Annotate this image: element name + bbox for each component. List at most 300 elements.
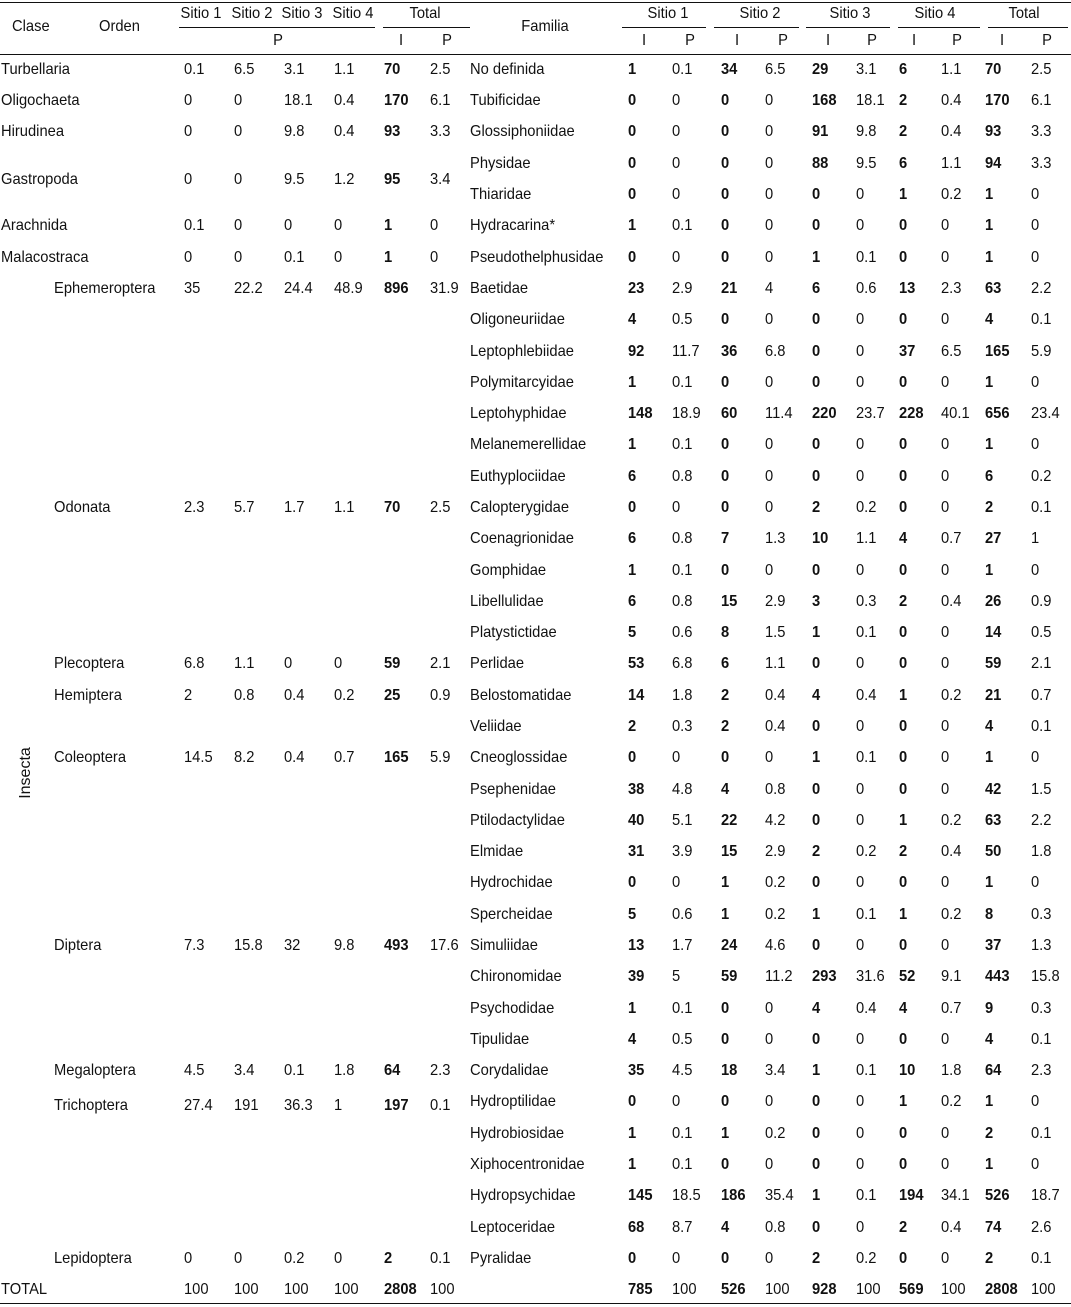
family-percent: 0.2	[765, 874, 786, 891]
family-count: 1	[628, 1156, 637, 1173]
sitio-percent: 0	[334, 217, 343, 234]
family-percent: 0	[672, 92, 681, 109]
family-percent: 0	[856, 1125, 865, 1142]
family-name: Spercheidae	[470, 906, 553, 923]
family-percent: 2.3	[1031, 1062, 1052, 1079]
header-i: I	[825, 32, 831, 49]
total-percent: 0	[430, 249, 439, 266]
family-percent: 0.1	[1031, 1250, 1052, 1267]
family-percent: 3.4	[765, 1062, 786, 1079]
total-family-percent: 100	[856, 1281, 881, 1298]
family-percent: 6.1	[1031, 92, 1052, 109]
family-percent: 3.9	[672, 843, 693, 860]
family-count: 0	[721, 186, 730, 203]
family-count: 59	[721, 968, 738, 985]
family-name: Simuliidae	[470, 937, 538, 954]
family-percent: 9.5	[856, 155, 877, 172]
family-percent: 4.8	[672, 781, 693, 798]
family-count: 1	[812, 624, 821, 641]
sitio-percent: 100	[234, 1281, 259, 1298]
family-percent: 0	[1031, 249, 1040, 266]
family-count: 2	[812, 1250, 821, 1267]
sitio-percent: 1.2	[334, 171, 355, 188]
total-count: 1	[384, 249, 393, 266]
family-percent: 0.1	[672, 217, 693, 234]
family-percent: 11.4	[765, 405, 793, 422]
family-count: 0	[721, 249, 730, 266]
family-count: 42	[985, 781, 1002, 798]
family-count: 68	[628, 1219, 645, 1236]
header-bottom-rule	[0, 54, 1071, 55]
family-percent: 0.3	[1031, 1000, 1052, 1017]
family-percent: 0	[1031, 1093, 1040, 1110]
family-count: 14	[628, 687, 645, 704]
family-percent: 0	[941, 1156, 950, 1173]
family-name: Platystictidae	[470, 624, 557, 641]
sitio-percent: 1.1	[234, 655, 255, 672]
clase-name: Gastropoda	[1, 171, 78, 188]
family-name: Leptoceridae	[470, 1219, 556, 1236]
header-sitio: Total	[409, 5, 441, 22]
family-count: 2	[721, 718, 730, 735]
family-percent: 0.1	[672, 1125, 693, 1142]
family-percent: 0	[765, 1250, 774, 1267]
family-count: 18	[721, 1062, 738, 1079]
total-percent: 3.4	[430, 171, 451, 188]
header-group-rule	[988, 27, 1068, 28]
family-percent: 0	[765, 217, 774, 234]
family-percent: 1.8	[941, 1062, 962, 1079]
family-count: 0	[721, 1093, 730, 1110]
family-count: 93	[985, 123, 1002, 140]
family-count: 2	[899, 92, 908, 109]
family-percent: 0	[765, 92, 774, 109]
family-count: 194	[899, 1187, 924, 1204]
total-count: 1	[384, 217, 393, 234]
family-count: 0	[721, 499, 730, 516]
family-percent: 0	[856, 655, 865, 672]
family-percent: 9.1	[941, 968, 962, 985]
sitio-percent: 0.4	[334, 123, 355, 140]
family-count: 8	[721, 624, 730, 641]
family-percent: 0.1	[672, 374, 693, 391]
family-count: 34	[721, 61, 738, 78]
family-count: 1	[812, 1187, 821, 1204]
family-name: Pyralidae	[470, 1250, 532, 1267]
family-percent: 0.4	[941, 92, 962, 109]
family-count: 0	[899, 436, 908, 453]
family-percent: 0	[672, 155, 681, 172]
family-percent: 0.3	[672, 718, 693, 735]
family-percent: 0	[941, 1125, 950, 1142]
family-percent: 23.4	[1031, 405, 1060, 422]
header-p: P	[273, 32, 283, 49]
family-percent: 0	[765, 1000, 774, 1017]
family-count: 4	[721, 1219, 730, 1236]
total-count: 70	[384, 61, 401, 78]
family-count: 2	[899, 593, 908, 610]
orden-name: Plecoptera	[54, 655, 125, 672]
family-percent: 0	[941, 718, 950, 735]
family-count: 29	[812, 61, 829, 78]
header-group-rule	[622, 27, 706, 28]
family-percent: 0	[765, 311, 774, 328]
family-name: Ptilodactylidae	[470, 812, 565, 829]
family-percent: 0.3	[856, 593, 877, 610]
family-percent: 4	[765, 280, 774, 297]
family-count: 2	[985, 1250, 994, 1267]
total-count: 493	[384, 937, 409, 954]
header-p: P	[685, 32, 695, 49]
family-percent: 0	[941, 562, 950, 579]
family-count: 0	[899, 217, 908, 234]
sitio-percent: 0	[334, 1250, 343, 1267]
family-name: Coenagrionidae	[470, 530, 574, 547]
family-percent: 6.5	[765, 61, 786, 78]
header-sitio: Sitio 2	[739, 5, 781, 22]
family-count: 1	[985, 374, 994, 391]
family-percent: 1.8	[672, 687, 693, 704]
family-name: Cneoglossidae	[470, 749, 568, 766]
family-count: 63	[985, 280, 1002, 297]
family-count: 0	[721, 92, 730, 109]
family-percent: 0	[856, 937, 865, 954]
sitio-percent: 0.2	[284, 1250, 305, 1267]
total-percent: 17.6	[430, 937, 459, 954]
total-count: 2808	[384, 1281, 417, 1298]
total-family-percent: 100	[765, 1281, 790, 1298]
family-percent: 0.6	[672, 906, 693, 923]
family-percent: 0	[856, 781, 865, 798]
family-percent: 0.2	[941, 812, 962, 829]
family-count: 0	[812, 186, 821, 203]
total-count: 197	[384, 1097, 409, 1114]
family-name: No definida	[470, 61, 545, 78]
family-percent: 2.2	[1031, 812, 1052, 829]
family-count: 70	[985, 61, 1002, 78]
sitio-percent: 1.8	[334, 1062, 355, 1079]
header-i: I	[641, 32, 647, 49]
family-percent: 15.8	[1031, 968, 1060, 985]
family-count: 0	[812, 874, 821, 891]
family-percent: 0	[941, 1250, 950, 1267]
total-percent: 2.5	[430, 499, 451, 516]
family-count: 1	[899, 812, 908, 829]
family-name: Hydrochidae	[470, 874, 553, 891]
sitio-percent: 100	[184, 1281, 209, 1298]
family-percent: 18.1	[856, 92, 885, 109]
family-percent: 0.1	[856, 749, 877, 766]
family-percent: 1.3	[765, 530, 786, 547]
family-percent: 0.1	[856, 1062, 877, 1079]
family-percent: 0	[765, 562, 774, 579]
header-i: I	[911, 32, 917, 49]
total-percent: 0.9	[430, 687, 451, 704]
family-count: 60	[721, 405, 738, 422]
family-count: 0	[899, 655, 908, 672]
family-percent: 40.1	[941, 405, 970, 422]
family-name: Corydalidae	[470, 1062, 549, 1079]
family-count: 0	[812, 311, 821, 328]
family-percent: 0	[765, 249, 774, 266]
family-name: Pseudothelphusidae	[470, 249, 604, 266]
family-count: 59	[985, 655, 1002, 672]
family-percent: 5.9	[1031, 343, 1052, 360]
family-name: Hydropsychidae	[470, 1187, 576, 1204]
clase-name: Oligochaeta	[1, 92, 80, 109]
sitio-percent: 100	[284, 1281, 309, 1298]
family-percent: 2.9	[672, 280, 693, 297]
family-count: 22	[721, 812, 738, 829]
insecta-label: Insecta	[17, 747, 34, 799]
family-count: 1	[628, 374, 637, 391]
family-name: Perlidae	[470, 655, 525, 672]
sitio-percent: 0	[184, 171, 193, 188]
family-count: 2	[812, 499, 821, 516]
family-count: 1	[985, 1093, 994, 1110]
sitio-percent: 0.1	[284, 1062, 305, 1079]
family-percent: 0	[941, 499, 950, 516]
family-count: 0	[812, 937, 821, 954]
family-count: 186	[721, 1187, 746, 1204]
family-count: 10	[812, 530, 829, 547]
family-count: 92	[628, 343, 645, 360]
family-count: 0	[812, 436, 821, 453]
family-percent: 0.8	[765, 1219, 786, 1236]
total-percent: 2.5	[430, 61, 451, 78]
family-percent: 2.5	[1031, 61, 1052, 78]
family-percent: 0	[941, 655, 950, 672]
family-count: 0	[899, 1156, 908, 1173]
sitio-percent: 191	[234, 1097, 259, 1114]
sitio-percent: 1.1	[334, 61, 355, 78]
sitio-percent: 9.8	[284, 123, 305, 140]
family-percent: 1.5	[1031, 781, 1052, 798]
sitio-percent: 0.8	[234, 687, 255, 704]
family-percent: 18.5	[672, 1187, 701, 1204]
orden-name: Diptera	[54, 937, 102, 954]
header-group-rule	[898, 27, 980, 28]
header-familia: Familia	[521, 18, 569, 35]
family-count: 0	[628, 874, 637, 891]
family-percent: 0	[1031, 749, 1040, 766]
total-percent: 2.3	[430, 1062, 451, 1079]
family-count: 1	[812, 1062, 821, 1079]
sitio-percent: 0.4	[284, 749, 305, 766]
family-name: Melanemerellidae	[470, 436, 587, 453]
clase-name: Turbellaria	[1, 61, 70, 78]
family-percent: 0.1	[856, 906, 877, 923]
family-count: 0	[628, 155, 637, 172]
family-count: 165	[985, 343, 1010, 360]
family-percent: 1.1	[856, 530, 877, 547]
sitio-percent: 0	[234, 217, 243, 234]
family-count: 0	[721, 374, 730, 391]
total-family-count: 569	[899, 1281, 924, 1298]
family-percent: 0.2	[765, 906, 786, 923]
total-count: 165	[384, 749, 409, 766]
family-count: 3	[812, 593, 821, 610]
family-count: 39	[628, 968, 645, 985]
header-p: P	[867, 32, 877, 49]
family-percent: 0	[856, 436, 865, 453]
family-count: 4	[628, 311, 637, 328]
family-count: 0	[721, 1031, 730, 1048]
family-count: 15	[721, 843, 738, 860]
family-count: 21	[721, 280, 738, 297]
family-percent: 0.8	[672, 530, 693, 547]
family-count: 24	[721, 937, 738, 954]
family-count: 1	[628, 1125, 637, 1142]
family-name: Elmidae	[470, 843, 524, 860]
total-family-count: 928	[812, 1281, 837, 1298]
family-name: Euthyplociidae	[470, 468, 566, 485]
family-percent: 0	[765, 436, 774, 453]
family-count: 1	[812, 749, 821, 766]
family-count: 443	[985, 968, 1010, 985]
header-p: P	[1042, 32, 1052, 49]
family-count: 0	[628, 1250, 637, 1267]
family-percent: 0	[856, 812, 865, 829]
family-percent: 2.6	[1031, 1219, 1052, 1236]
sitio-percent: 0	[234, 171, 243, 188]
family-percent: 0	[765, 1031, 774, 1048]
sitio-percent: 0	[234, 123, 243, 140]
family-percent: 9.8	[856, 123, 877, 140]
family-count: 2	[899, 843, 908, 860]
family-count: 0	[812, 468, 821, 485]
family-percent: 0.1	[856, 1187, 877, 1204]
family-count: 37	[985, 937, 1002, 954]
sitio-percent: 0	[184, 249, 193, 266]
header-group-rule	[714, 27, 799, 28]
sitio-percent: 0.4	[334, 92, 355, 109]
family-percent: 0.4	[765, 718, 786, 735]
total-count: 2	[384, 1250, 393, 1267]
header-group-rule	[383, 27, 470, 28]
family-count: 6	[899, 61, 908, 78]
family-percent: 0.1	[672, 436, 693, 453]
family-percent: 0.1	[1031, 1031, 1052, 1048]
family-count: 1	[812, 906, 821, 923]
family-percent: 0	[941, 217, 950, 234]
family-count: 26	[985, 593, 1002, 610]
header-i: I	[734, 32, 740, 49]
family-name: Baetidae	[470, 280, 529, 297]
family-count: 4	[812, 687, 821, 704]
orden-name: Ephemeroptera	[54, 280, 156, 297]
sitio-percent: 0	[234, 1250, 243, 1267]
family-percent: 34.1	[941, 1187, 970, 1204]
sitio-percent: 3.1	[284, 61, 305, 78]
family-name: Belostomatidae	[470, 687, 572, 704]
total-count: 64	[384, 1062, 401, 1079]
family-count: 0	[899, 781, 908, 798]
total-percent: 2.1	[430, 655, 451, 672]
family-count: 13	[628, 937, 645, 954]
family-percent: 0	[856, 562, 865, 579]
family-percent: 0	[765, 1093, 774, 1110]
family-count: 1	[985, 1156, 994, 1173]
family-count: 0	[721, 749, 730, 766]
header-sitio: Sitio 2	[231, 5, 273, 22]
header-sitio: Sitio 1	[180, 5, 222, 22]
top-rule	[0, 2, 1071, 3]
family-percent: 0.2	[941, 906, 962, 923]
family-count: 4	[985, 718, 994, 735]
family-percent: 18.9	[672, 405, 701, 422]
left-sitio-rule	[179, 27, 375, 28]
family-count: 0	[721, 155, 730, 172]
family-count: 8	[985, 906, 994, 923]
family-count: 0	[812, 812, 821, 829]
family-percent: 0	[941, 937, 950, 954]
sitio-percent: 0	[184, 123, 193, 140]
header-clase: Clase	[12, 18, 50, 35]
total-family-percent: 100	[672, 1281, 697, 1298]
family-name: Leptophlebiidae	[470, 343, 574, 360]
family-name: Libellulidae	[470, 593, 544, 610]
family-percent: 0.4	[941, 593, 962, 610]
family-name: Hydracarina*	[470, 217, 556, 234]
family-name: Oligoneuriidae	[470, 311, 565, 328]
family-count: 14	[985, 624, 1002, 641]
family-count: 4	[985, 311, 994, 328]
family-percent: 0.5	[672, 1031, 693, 1048]
total-family-count: 526	[721, 1281, 746, 1298]
family-name: Leptohyphidae	[470, 405, 567, 422]
total-count: 59	[384, 655, 401, 672]
total-percent: 0.1	[430, 1097, 451, 1114]
family-count: 1	[985, 562, 994, 579]
family-count: 1	[628, 1000, 637, 1017]
family-count: 1	[628, 562, 637, 579]
family-count: 88	[812, 155, 829, 172]
sitio-percent: 18.1	[284, 92, 313, 109]
family-percent: 2.1	[1031, 655, 1052, 672]
family-percent: 0	[856, 217, 865, 234]
family-count: 0	[899, 499, 908, 516]
family-percent: 5.1	[672, 812, 693, 829]
family-count: 4	[812, 1000, 821, 1017]
family-percent: 0	[941, 249, 950, 266]
sitio-percent: 48.9	[334, 280, 363, 297]
family-count: 1	[721, 906, 730, 923]
family-percent: 0	[941, 781, 950, 798]
family-percent: 1	[1031, 530, 1040, 547]
header-orden: Orden	[99, 18, 140, 35]
family-count: 74	[985, 1219, 1002, 1236]
family-count: 4	[899, 1000, 908, 1017]
sitio-percent: 2	[184, 687, 193, 704]
family-percent: 3.3	[1031, 123, 1052, 140]
family-count: 0	[812, 562, 821, 579]
family-count: 2	[628, 718, 637, 735]
sitio-percent: 14.5	[184, 749, 213, 766]
sitio-percent: 24.4	[284, 280, 313, 297]
family-percent: 2.9	[765, 593, 786, 610]
sitio-percent: 6.8	[184, 655, 205, 672]
header-p: P	[442, 32, 452, 49]
family-count: 0	[721, 562, 730, 579]
family-count: 6	[812, 280, 821, 297]
family-percent: 0.2	[941, 687, 962, 704]
total-count: 896	[384, 280, 409, 297]
family-percent: 1.8	[1031, 843, 1052, 860]
family-percent: 3.1	[856, 61, 877, 78]
family-percent: 0.8	[672, 593, 693, 610]
family-percent: 0.3	[1031, 906, 1052, 923]
